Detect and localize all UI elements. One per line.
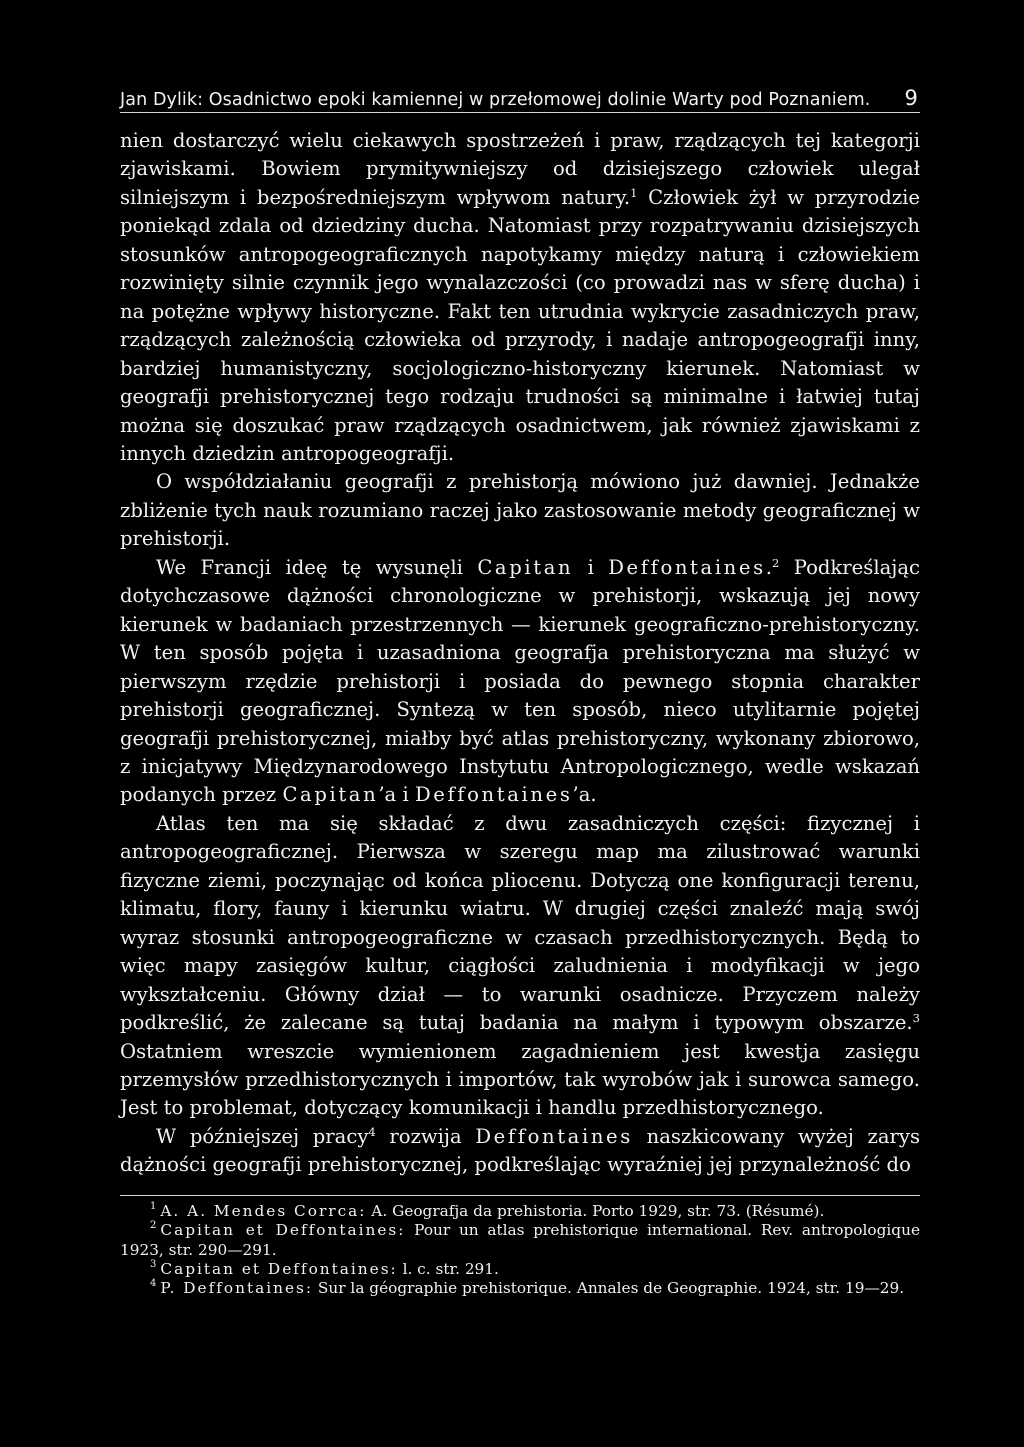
text-run: i [573,555,609,579]
footnote-ref-2: 2 [772,555,780,570]
author-name: Deffontaines [414,783,573,807]
author-name: Deffontaines [608,555,766,579]
text-run: nien dostarczyć wielu ciekawych spostrzeżeń i praw, rządzących tej kategorji zjawiskami. Bowiem prymitywniejszy od dzisiejszego człowiek ulegał silniejszym i bezpośredniejszym wpływom natury. [120,129,920,209]
footnote-divider [120,1195,920,1196]
footnote-text: Sur la géographie prehistorique. Annales de Geographie. 1924, str. 19—29. [313,1279,905,1298]
footnote-4 [120,1279,920,1298]
footnote-ref-3: 3 [912,1010,920,1025]
footnote-2 [120,1221,920,1260]
text-run: . [765,555,772,579]
text-run: O współdziałaniu geografji z prehistorją mówiono już dawniej. Jednakże zbliżenie tych nauk rozumiano raczej jako zastosowanie metody geograficznej w prehistorji. [120,470,920,551]
footnote-author: A. A. Mendes Corrca: [160,1201,367,1220]
text-run: W późniejszej pracy [156,1124,369,1148]
footnote-text: Pour un atlas prehistorique international. Rev. antropologique 1923, str. 290—291. [120,1221,921,1259]
footnotes [120,1202,920,1299]
footnote-3 [120,1260,920,1279]
footnote-author: Capitan et Deffontaines: [160,1259,398,1278]
footnote-number: 1 [150,1200,157,1212]
text-run: Podkreślając dotychczasowe dążności chronologiczne w prehistorji, wskazują jej nowy kierunek w badaniach przestrzennych — kierunek geograficzno-prehistoryczny. W ten sposób pojęta i uzasadniona geografja prehistoryczna ma służyć w pierwszym rzędzie prehistorji i posiada do pewnego stopnia charakter prehistorji geograficznej. Syntezą w ten sposób, nieco utylitarnie pojętej geografji prehistorycznej, miałby być atlas prehistoryczny, wykonany zbiorowo, z inicjatywy Międzynarodowego Instytutu Antropologicznego, wedle wskazań podanych przez [120,555,921,807]
text-run: Atlas ten ma się składać z dwu zasadniczych części: fizycznej i antropogeograficznej. Pierwsza w szeregu map ma zilustrować warunki fizyczne ziemi, poczynając od końca pliocenu. Dotyczą one konfiguracji terenu, klimatu, flory, fauny i kierunku wiatru. W drugiej części znaleźć mają swój wyraz stosunki antropogeograficzne w czasach przedhistorycznych. Będą to więc mapy zasięgów kultur, ciągłości zaludnienia i modyfikacji w jego wykształceniu. Główny dział — to warunki osadnicze. Przyczem należy podkreślić, że zalecane są tutaj badania na małym i typowym obszarze. [120,811,920,1035]
page-number: 9 [904,86,918,110]
running-header [120,86,920,113]
text-run: Ostatniem wreszcie wymienionem zagadnieniem jest kwestja zasięgu przemysłów przedhistorycznych i importów, tak wyrobów jak i surowca samego. Jest to problemat, dotyczący komunikacji i handlu przedhistorycznego. [120,1039,920,1120]
text-run: Człowiek żył w przyrodzie poniekąd zdala od dziedziny ducha. Natomiast przy rozpatrywaniu dzisiejszych stosunków antropogeograficznych napotykamy między naturą i człowiekiem rozwinięty silnie czynnik jego wynalazczości (co prowadzi nas w sferę ducha) i na potężne wpływy historyczne. Fakt ten utrudnia wykrycie zasadniczych praw, rządzących zależnością człowieka od przyrody, i nadaje antropogeografji inny, bardziej humanistyczny, socjologiczno-historyczny kierunek. Natomiast w geografji prehistorycznej tego rodzaju trudności są minimalne i łatwiej tutaj można się doszukać praw rządzących osadnictwem, jak również zjawiskami z innych dziedzin antropogeografji. [120,185,920,465]
paragraph-5 [120,1123,920,1180]
text-run: naszkicowany wyżej zarys dążności geografji prehistorycznej, podkreślając wyraźniej jej przynależność do [120,1124,920,1177]
footnote-text: l. c. str. 291. [397,1259,499,1278]
author-name: Deffontaines [475,1124,633,1148]
paragraph-1 [120,127,920,468]
paragraph-4 [120,810,920,1123]
footnote-text: A. Geografja da prehistoria. Porto 1929, str. 73. (Résumé). [366,1201,825,1220]
footnote-number: 3 [150,1258,157,1270]
text-run: ’a i [378,783,415,807]
footnote-1 [120,1202,920,1221]
footnote-number: 2 [150,1220,157,1232]
body-text [120,127,920,1180]
page [120,86,920,1299]
running-title: Jan Dylik: Osadnictwo epoki kamiennej w przełomowej dolinie Warty pod Poznaniem. [120,90,871,110]
footnote-ref-4: 4 [368,1124,376,1139]
paragraph-2 [120,468,920,553]
footnote-ref-1: 1 [630,185,638,200]
author-name: Capitan [477,555,574,579]
footnote-number: 4 [150,1278,157,1290]
author-name: Capitan [282,783,379,807]
text-run: rozwija [375,1124,476,1148]
text-run: ’a. [572,783,597,807]
paragraph-3 [120,554,920,810]
footnote-author: P. Deffontaines: [160,1279,314,1298]
footnote-author: Capitan et Deffontaines: [160,1221,406,1240]
text-run: We Francji ideę tę wysunęli [156,555,478,579]
